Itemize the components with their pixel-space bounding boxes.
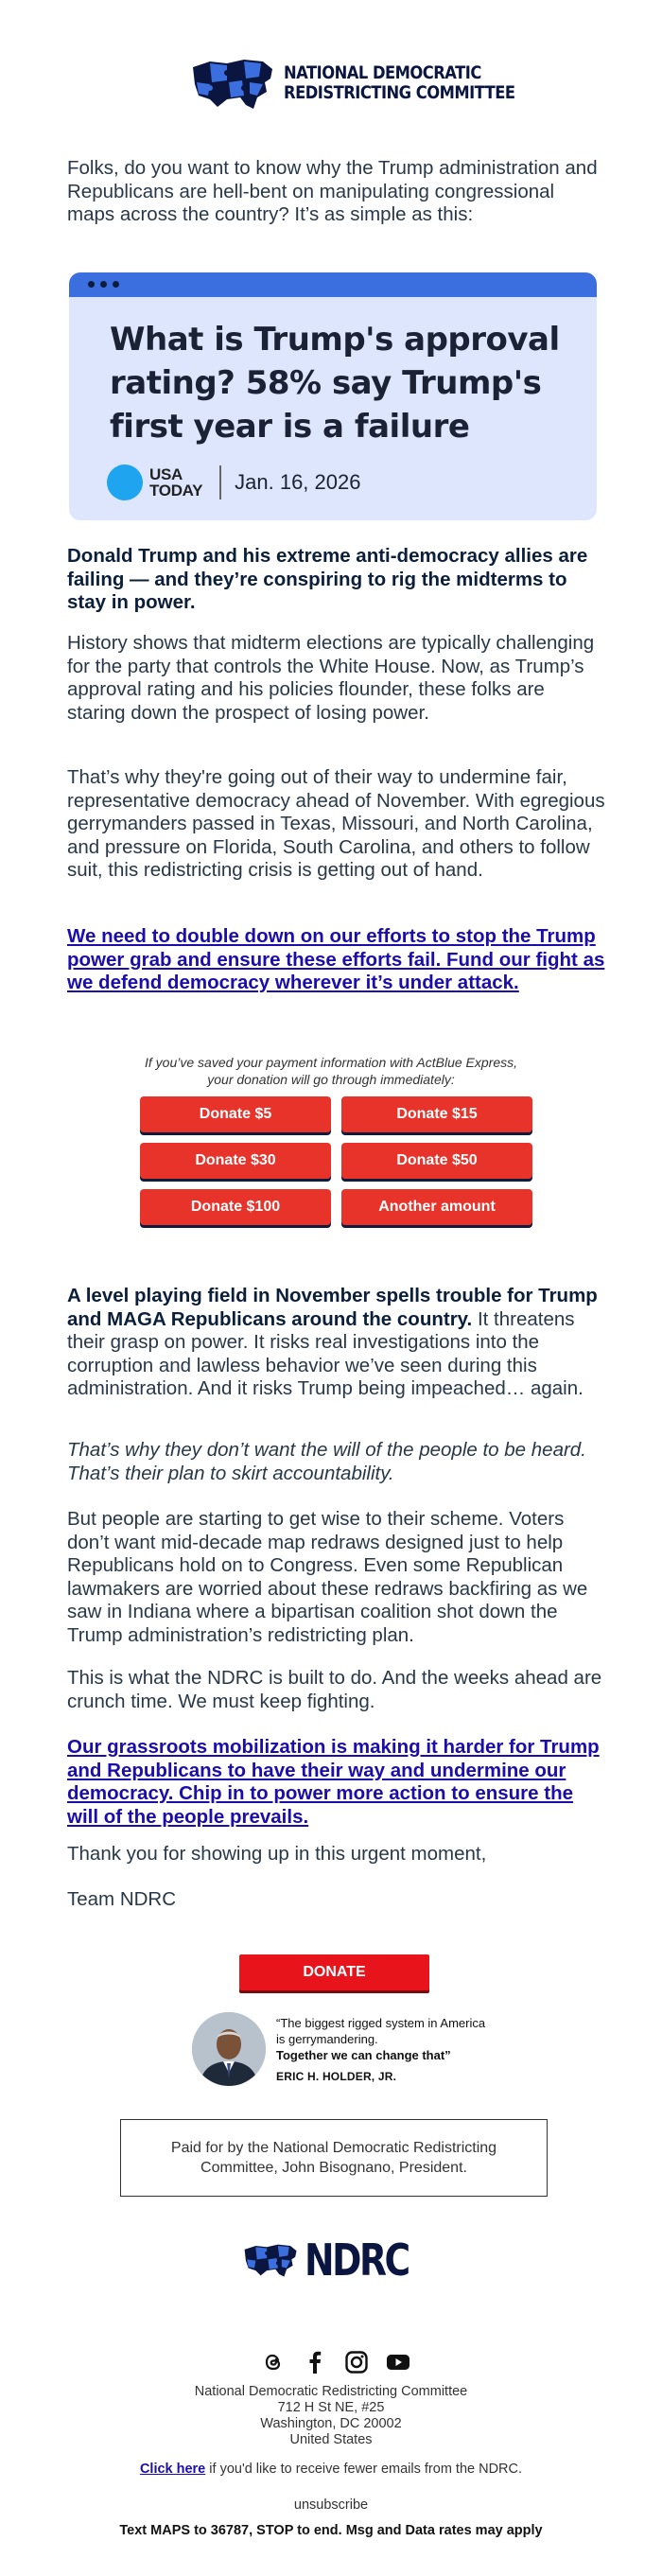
body-paragraph-3: That’s why they're going out of their way to undermine fair, representative democracy ahead of November. With egregious gerrymanders passed in Texas, Missouri, and North Carolina, and pressure on Florida, South Carolina, and others to follow suit, this redistricting crisis is getting out of hand. (67, 766, 605, 881)
address-line: United States (289, 2432, 373, 2447)
body-paragraph-7: This is what the NDRC is built to do. And the weeks ahead are crunch time. We must keep fighting. (67, 1667, 602, 1712)
news-headline: What is Trump's approval rating? 58% say Trump's first year is a failure (110, 321, 560, 446)
usa-today-wordmark (149, 466, 202, 499)
body-paragraph-5: That’s why they don’t want the will of the people to be heard. That’s their plan to skirt accountability. (67, 1439, 586, 1484)
news-card[interactable] (69, 272, 597, 520)
ndrc-wordmark: NDRC (305, 2234, 409, 2286)
address-line: National Democratic Redistricting Committee (194, 2384, 468, 2399)
donate-30-button[interactable]: Donate $30 (140, 1143, 331, 1179)
threads-icon[interactable] (260, 2349, 287, 2375)
quote-text: “The biggest rigged system in America is gerrymandering. (276, 2016, 486, 2046)
news-date: Jan. 16, 2026 (235, 470, 361, 494)
usa-today-logo-icon (107, 464, 143, 500)
us-map-puzzle-icon (189, 54, 276, 113)
thank-you-paragraph: Thank you for showing up in this urgent moment, (67, 1843, 487, 1865)
card-window-bar (69, 272, 597, 297)
paragraph-4-bold: A level playing field in November spells trouble for Trump and MAGA Republicans around the country. (67, 1285, 598, 1330)
social-links (260, 2348, 411, 2376)
portrait-image (192, 2012, 266, 2086)
cta-link-paragraph-2 (67, 1736, 606, 1829)
donate-50-button[interactable]: Donate $50 (341, 1143, 532, 1179)
fewer-emails-line (95, 2462, 567, 2477)
sms-disclaimer: Text MAPS to 36787, STOP to end. Msg and Data rates may apply (119, 2523, 543, 2538)
donate-button[interactable]: DONATE (239, 1954, 429, 1990)
org-name-line2: REDISTRICTING COMMITTEE (284, 82, 515, 103)
body-paragraph-4 (67, 1285, 606, 1401)
paragraph-4-rest: It threatens their grasp on power. It risks real investigations into the corruption and lawless behavior we’ve seen during this administration. And it risks Trump being impeached… again. (67, 1307, 584, 1399)
window-dot-icon (113, 281, 119, 288)
address-line: Washington, DC 20002 (260, 2416, 402, 2431)
donate-5-button[interactable]: Donate $5 (140, 1096, 331, 1132)
eric-holder-photo (192, 2012, 266, 2086)
chip-in-link[interactable]: Our grassroots mobilization is making it harder for Trump and Republicans to have their way and undermine our democracy. Chip in to power more action to ensure the will of the people prevails. (67, 1736, 600, 1828)
fewer-emails-text: if you'd like to receive fewer emails from the NDRC. (205, 2462, 523, 2477)
source-line1: USA (149, 465, 183, 483)
signoff: Team NDRC (67, 1888, 177, 1910)
news-source (107, 462, 360, 503)
fund-our-fight-link[interactable]: We need to double down on our efforts to stop the Trump power grab and ensure these efforts fail. Fund our fight as we defend democracy wherever it’s under attack. (67, 925, 605, 993)
window-dot-icon (100, 281, 107, 288)
cta-link-paragraph-1 (67, 925, 606, 995)
org-name (284, 63, 515, 103)
body-paragraph-6: But people are starting to get wise to their scheme. Voters don’t want mid-decade map redraws designed just to help Republicans hold on to Congress. Even some Republican lawmakers are worried about these redraws backfiring as we saw in Indiana where a bipartisan coalition shot down the Trump administration’s redistricting plan. (67, 1508, 588, 1646)
divider (219, 465, 221, 499)
click-here-link[interactable]: Click here (139, 2462, 206, 2477)
address-line: 712 H St NE, #25 (277, 2400, 385, 2415)
us-map-puzzle-icon (242, 2233, 299, 2287)
lead-paragraph: Donald Trump and his extreme anti-democracy allies are failing — and they’re conspiring to rig the midterms to stay in power. (67, 545, 588, 613)
paid-for-disclaimer (120, 2119, 548, 2197)
facebook-icon[interactable] (302, 2349, 328, 2375)
source-line2: TODAY (149, 482, 203, 499)
donate-15-button[interactable]: Donate $15 (341, 1096, 532, 1132)
donate-100-button[interactable]: Donate $100 (140, 1189, 331, 1225)
unsubscribe-link[interactable]: unsubscribe (293, 2497, 369, 2513)
quote-attribution: ERIC H. HOLDER, JR. (276, 2070, 397, 2083)
youtube-icon[interactable] (385, 2349, 411, 2375)
mailing-address (142, 2384, 520, 2448)
org-name-line1: NATIONAL DEMOCRATIC (284, 62, 481, 83)
body-paragraph-2: History shows that midterm elections are typically challenging for the party that controls the White House. Now, as Trump’s approval rating and his policies flounder, these folks are staring down the prospect of losing power. (67, 632, 595, 724)
quote-bold-text: Together we can change that” (276, 2048, 451, 2062)
instagram-icon[interactable] (343, 2349, 370, 2375)
window-dot-icon (88, 281, 95, 288)
donate-other-amount-button[interactable]: Another amount (341, 1189, 532, 1225)
ndrc-logo-header[interactable] (189, 49, 515, 117)
holder-quote (276, 2015, 494, 2085)
actblue-note: If you’ve saved your payment information with ActBlue Express, your donation will go through immediately: (145, 1055, 517, 1087)
intro-paragraph: Folks, do you want to know why the Trump administration and Republicans are hell-bent on manipulating congressional maps across the country? It’s as simple as this: (67, 157, 598, 225)
ndrc-logo-footer[interactable] (242, 2231, 431, 2289)
paid-for-text: Paid for by the National Democratic Redistricting Committee, John Bisognano, President. (170, 2140, 497, 2176)
